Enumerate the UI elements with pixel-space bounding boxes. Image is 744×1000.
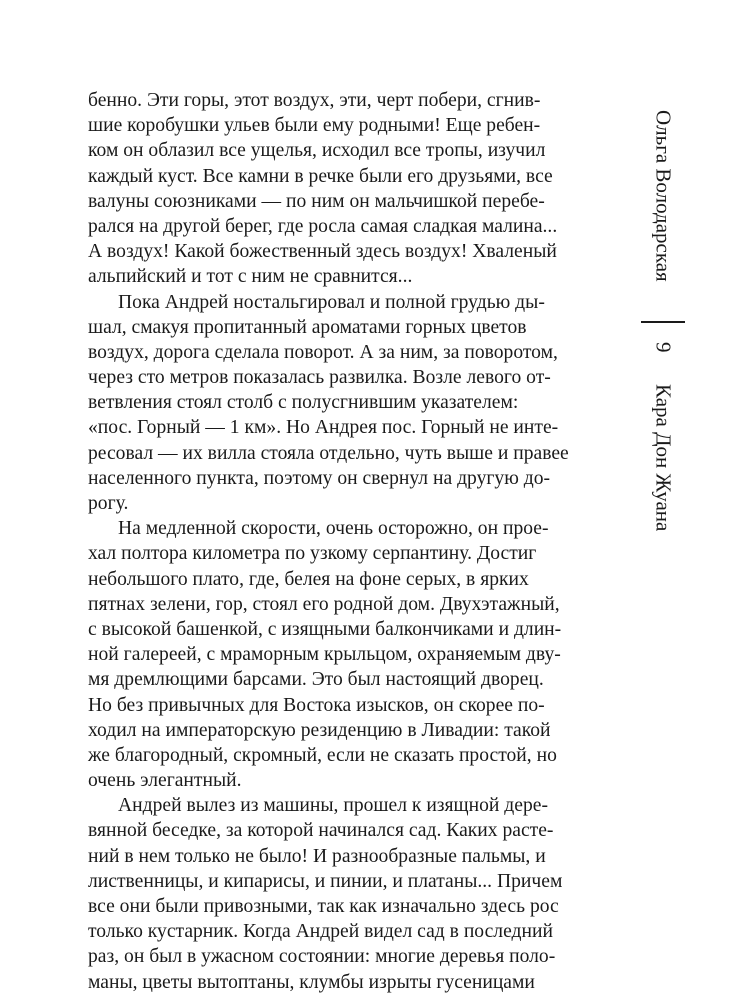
paragraph — [88, 516, 614, 793]
text-line: Андрей вылез из машины, прошел к изящной дере- — [118, 795, 548, 817]
body-text — [88, 88, 614, 995]
text-line: ком он облазил все ущелья, исходил все тропы, изучил — [88, 140, 546, 162]
text-line: ходил на императорскую резиденцию в Ливадии: такой — [88, 719, 551, 741]
text-line: лиственницы, и кипарисы, и пинии, и платаны... Причем — [88, 870, 563, 892]
text-line: через сто метров показалась развилка. Возле левого от- — [88, 367, 551, 389]
text-line: очень элегантный. — [88, 770, 242, 792]
text-line: вянной беседке, за которой начинался сад. Каких расте- — [88, 820, 554, 842]
paragraph — [88, 88, 614, 290]
text-line: шие коробушки ульев были ему родными! Еще ребен- — [88, 115, 541, 137]
text-line: альпийский и тот с ним не сравнится... — [88, 266, 413, 288]
text-line: Но без привычных для Востока изысков, он скорее по- — [88, 694, 545, 716]
text-line: мя дремлющими барсами. Это был настоящий дворец. — [88, 669, 544, 691]
text-line: Пока Андрей ностальгировал и полной грудью ды- — [118, 291, 545, 313]
text-line: А воздух! Какой божественный здесь воздух! Хваленый — [88, 241, 557, 263]
text-line: рался на другой берег, где росла самая сладкая малина... — [88, 215, 558, 237]
running-header-author: Ольга Володарская — [651, 110, 676, 282]
text-line: раз, он был в ужасном состоянии: многие деревья поло- — [88, 946, 556, 968]
running-header-title: Кара Дон Жуана — [651, 384, 676, 532]
text-line: воздух, дорога сделала поворот. А за ним, за поворотом, — [88, 341, 558, 363]
text-line: «пос. Горный — 1 км». Но Андрея пос. Горный не инте- — [88, 417, 559, 439]
text-line: ной галереей, с мраморным крыльцом, охраняемым дву- — [88, 644, 561, 666]
text-line: с высокой башенкой, с изящными балкончиками и длин- — [88, 618, 562, 640]
text-line: же благородный, скромный, если не сказать простой, но — [88, 744, 557, 766]
text-line: На медленной скорости, очень осторожно, он прое- — [118, 518, 549, 540]
text-line: бенно. Эти горы, этот воздух, эти, черт побери, сгнив- — [88, 90, 541, 111]
text-line: шал, смакуя пропитанный ароматами горных цветов — [88, 316, 527, 338]
header-divider — [641, 321, 685, 323]
text-line: каждый куст. Все камни в речке были его друзьями, все — [88, 165, 553, 187]
text-line: населенного пункта, поэтому он свернул на другую до- — [88, 467, 551, 489]
text-line: ветвления стоял столб с полусгнившим указателем: — [88, 392, 519, 414]
text-line: только кустарник. Когда Андрей видел сад в последний — [88, 921, 553, 943]
text-line: ний в нем только не было! И разнообразные пальмы, и — [88, 845, 546, 867]
text-line: маны, цветы вытоптаны, клумбы изрыты гусеницами — [88, 971, 535, 993]
text-line: ресовал — их вилла стояла отдельно, чуть выше и правее — [88, 442, 569, 464]
text-line: хал полтора километра по узкому серпантину. Достиг — [88, 543, 537, 565]
text-line: валуны союзниками — по ним он мальчишкой перебе- — [88, 190, 545, 212]
text-line: рогу. — [88, 493, 129, 514]
text-line: все они были привозными, так как изначально здесь рос — [88, 896, 559, 917]
text-line: пятнах зелени, гор, стоял его родной дом. Двухэтажный, — [88, 593, 560, 615]
text-line: небольшого плато, где, белея на фоне серых, в ярких — [88, 568, 529, 590]
paragraph — [88, 793, 614, 995]
page-number: 9 — [651, 342, 676, 353]
paragraph — [88, 290, 614, 517]
